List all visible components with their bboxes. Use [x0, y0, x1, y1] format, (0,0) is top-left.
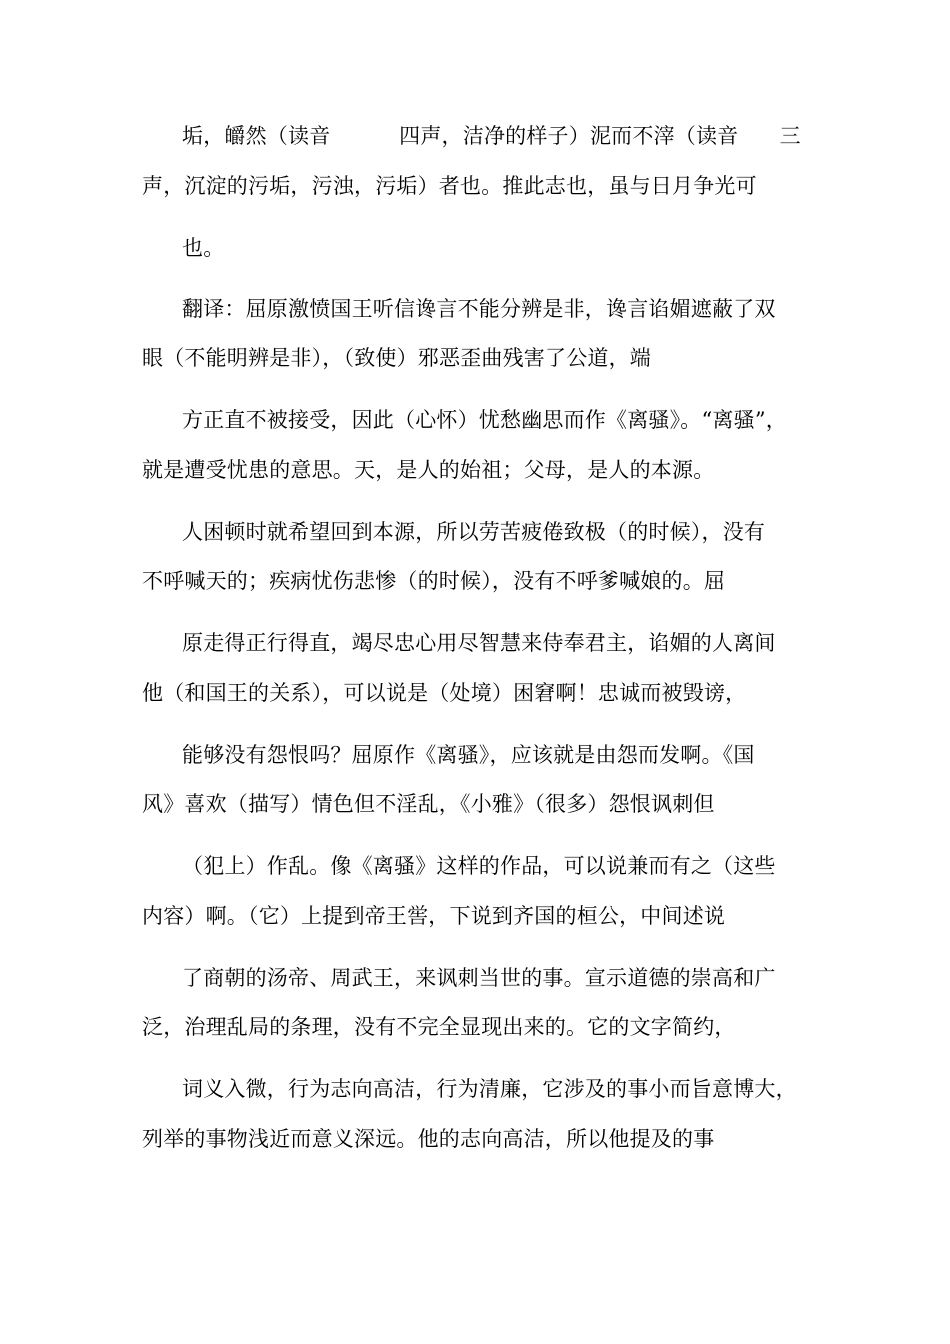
text-line: 泛，治理乱局的条理，没有不完全显现出来的。它的文字简约， — [142, 1015, 736, 1039]
text-line: （犯上）作乱。像《离骚》这样的作品，可以说兼而有之（这些 — [182, 854, 776, 878]
text-line: 就是遭受忧患的意思。天，是人的始祖；父母，是人的本源。 — [142, 458, 715, 482]
text-line: 内容）啊。（它）上提到帝王喾，下说到齐国的桓公，中间述说 — [142, 904, 726, 928]
text-line: 方正直不被接受，因此（心怀）忧愁幽思而作《离骚》。“离骚”， — [182, 408, 787, 432]
text-line: 也。 — [182, 236, 225, 260]
text-line: 垢，皭然（读音 四声，洁净的样子）泥而不滓（读音 三 — [182, 124, 801, 148]
text-line: 原走得正行得直，竭尽忠心用尽智慧来侍奉君主，谄媚的人离间 — [182, 631, 776, 655]
text-line: 翻译：屈原激愤国王听信谗言不能分辨是非，谗言谄媚遮蔽了双 — [182, 297, 776, 321]
text-line: 了商朝的汤帝、周武王，来讽刺当世的事。宣示道德的崇高和广 — [182, 966, 776, 990]
text-line: 风》喜欢（描写）情色但不淫乱，《小雅》（很多）怨恨讽刺但 — [142, 792, 715, 816]
text-line: 他（和国王的关系），可以说是（处境）困窘啊！忠诚而被毁谤， — [142, 681, 747, 705]
text-line: 能够没有怨恨吗？屈原作《离骚》，应该就是由怨而发啊。《国 — [182, 743, 755, 767]
text-line: 眼（不能明辨是非），（致使）邪恶歪曲残害了公道，端 — [142, 346, 651, 370]
text-line: 列举的事物浅近而意义深远。他的志向高洁，所以他提及的事 — [142, 1127, 715, 1151]
text-line: 词义入微，行为志向高洁，行为清廉，它涉及的事小而旨意博大， — [182, 1077, 797, 1101]
text-line: 不呼喊天的；疾病忧伤悲惨（的时候），没有不呼爹喊娘的。屈 — [142, 569, 726, 593]
text-line: 人困顿时就希望回到本源，所以劳苦疲倦致极（的时候），没有 — [182, 520, 766, 544]
text-line: 声，沉淀的污垢，污浊，污垢）者也。推此志也，虽与日月争光可 — [142, 174, 757, 198]
